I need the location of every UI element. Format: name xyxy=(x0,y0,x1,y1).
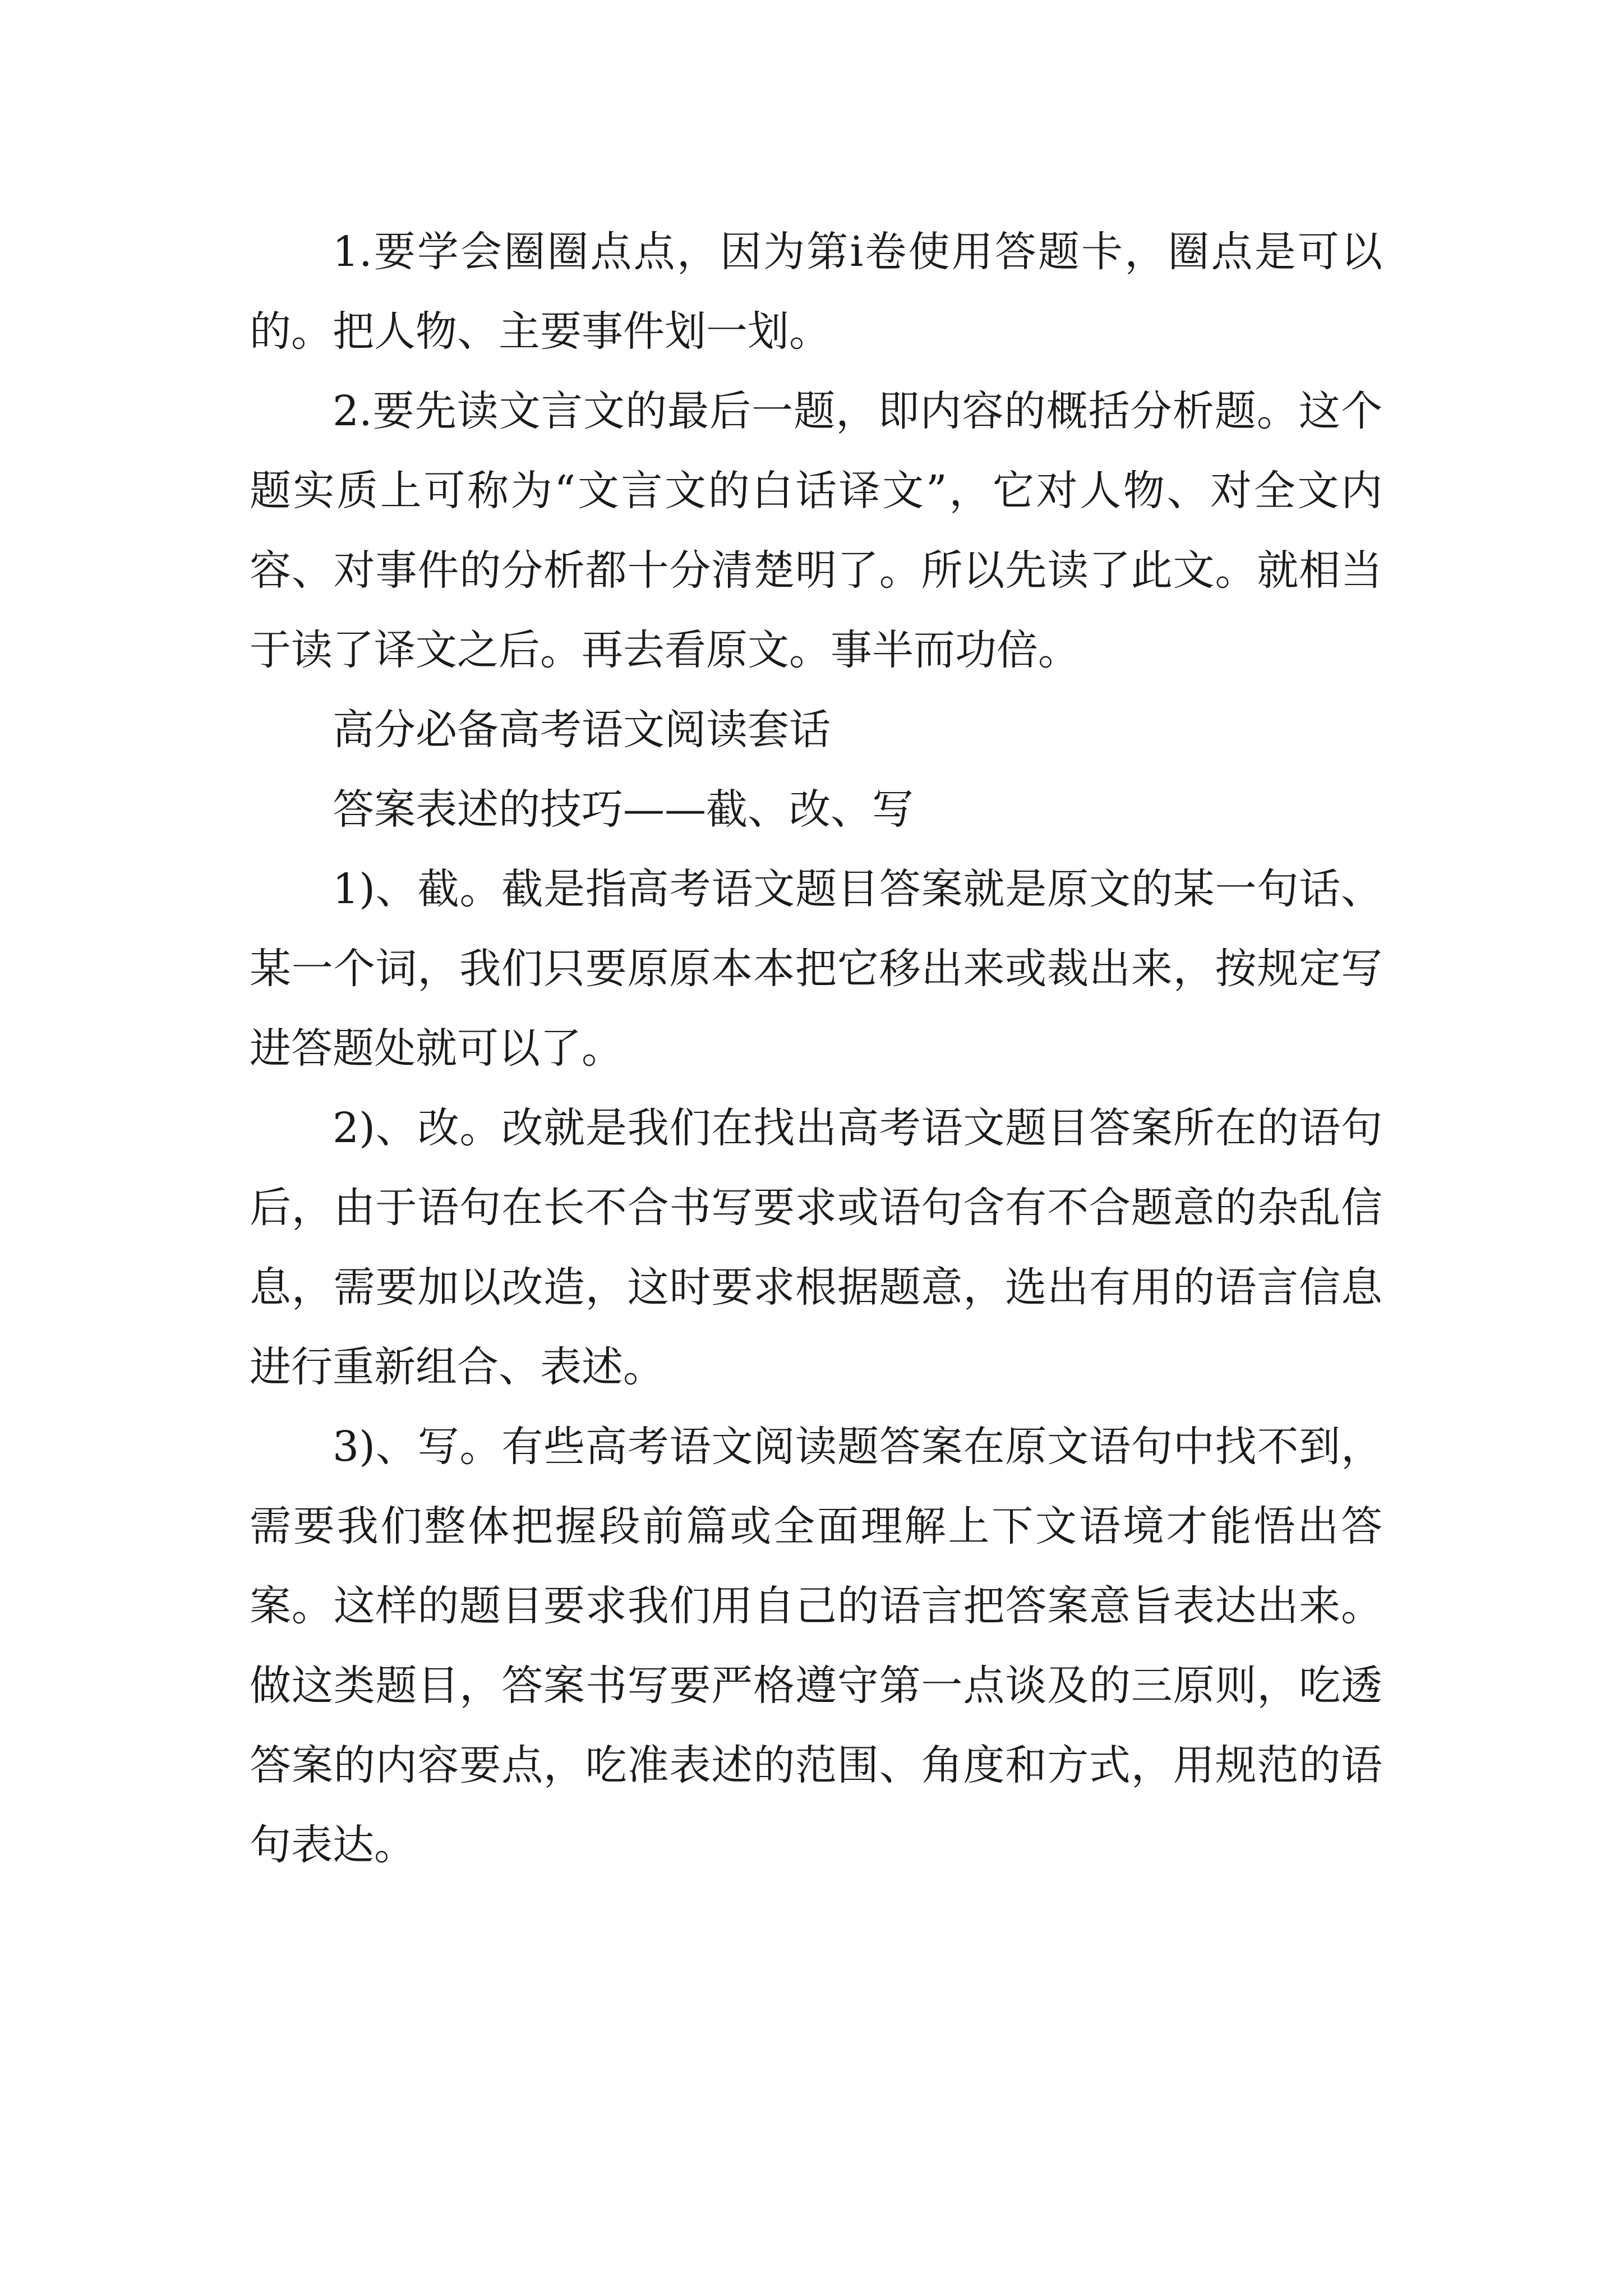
paragraph-gai: 2)、改。改就是我们在找出高考语文题目答案所在的语句后，由于语句在长不合书写要求或语句含有不合题意的杂乱信息，需要加以改造，这时要求根据题意，选出有用的语言信息进行重新组合、表述。 xyxy=(250,1104,1382,1391)
subsection-heading: 答案表述的技巧——截、改、写 xyxy=(333,785,914,834)
paragraph-tip-2: 2.要先读文言文的最后一题，即内容的概括分析题。这个题实质上可称为“文言文的白话译文”，它对人物、对全文内容、对事件的分析都十分清楚明了。所以先读了此文。就相当于读了译文之后。再去看原文。事半而功倍。 xyxy=(250,387,1382,674)
section-heading: 高分必备高考语文阅读套话 xyxy=(333,706,831,754)
paragraph-tip-1: 1.要学会圈圈点点，因为第ⅰ卷使用答题卡，圈点是可以的。把人物、主要事件划一划。 xyxy=(250,228,1382,356)
paragraph-jie: 1)、截。截是指高考语文题目答案就是原文的某一句话、某一个词，我们只要原原本本把它移出来或裁出来，按规定写进答题处就可以了。 xyxy=(250,865,1382,1073)
document-body xyxy=(250,212,1382,1885)
paragraph-xie: 3)、写。有些高考语文阅读题答案在原文语句中找不到，需要我们整体把握段前篇或全面理解上下文语境才能悟出答案。这样的题目要求我们用自己的语言把答案意旨表达出来。做这类题目，答案书写要严格遵守第一点谈及的三原则，吃透答案的内容要点，吃准表述的范围、角度和方式，用规范的语句表达。 xyxy=(250,1423,1382,1869)
